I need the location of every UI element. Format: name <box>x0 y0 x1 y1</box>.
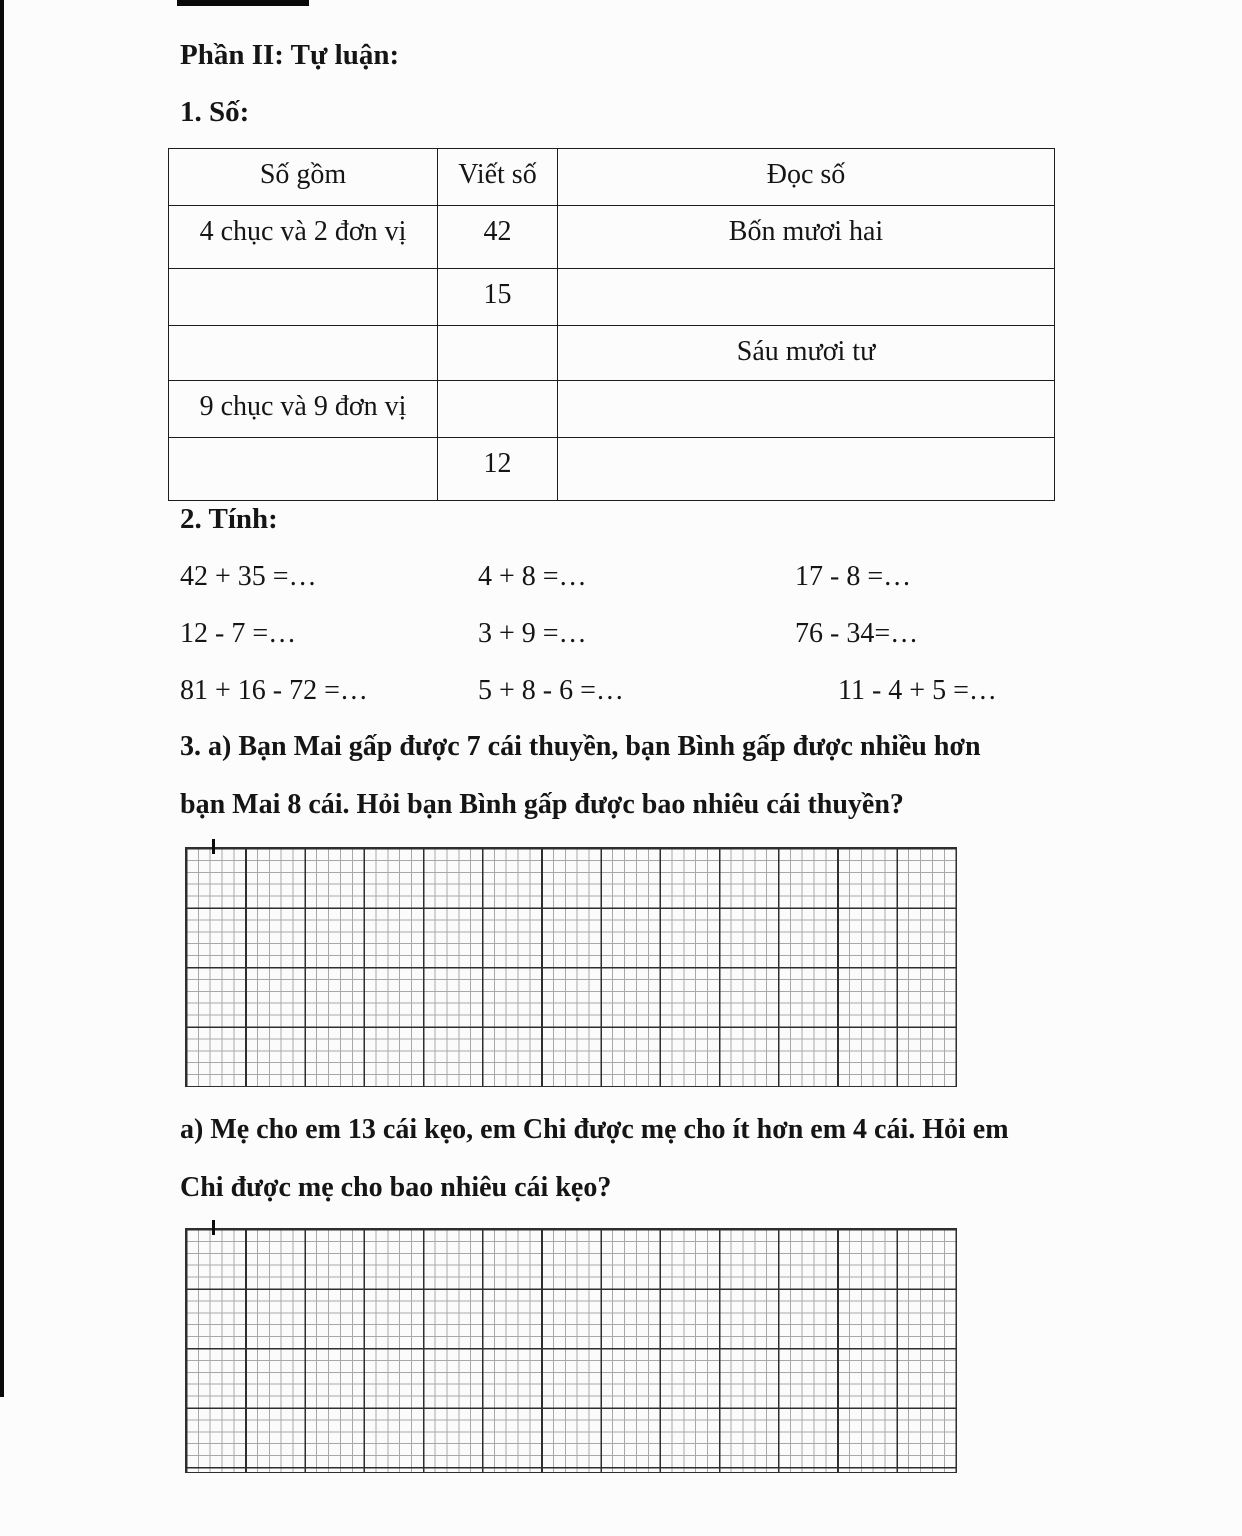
table-row <box>169 326 1055 381</box>
table-cell: 4 chục và 2 đơn vị <box>169 206 438 269</box>
table-cell <box>438 326 558 381</box>
table-cell <box>558 438 1055 501</box>
table-cell: 12 <box>438 438 558 501</box>
table-cell <box>169 269 438 326</box>
table-cell: 9 chục và 9 đơn vị <box>169 381 438 438</box>
table-cell <box>558 269 1055 326</box>
table-header-doc-so: Đọc số <box>558 149 1055 206</box>
table-header-row <box>169 149 1055 206</box>
calc-item: 11 - 4 + 5 =… <box>838 675 997 706</box>
calc-row <box>180 605 1080 662</box>
calc-item: 17 - 8 =… <box>795 561 912 592</box>
table-cell: 15 <box>438 269 558 326</box>
table-row <box>169 206 1055 269</box>
table-cell: 42 <box>438 206 558 269</box>
table-cell <box>438 381 558 438</box>
calc-item: 12 - 7 =… <box>180 618 297 649</box>
table-header-viet-so: Viết số <box>438 149 558 206</box>
section-2-title: 2. Tính: <box>180 503 278 535</box>
word-problem-boats <box>180 718 1120 834</box>
word-problem-line: a) Mẹ cho em 13 cái kẹo, em Chi được mẹ cho ít hơn em 4 cái. Hỏi em <box>180 1114 1009 1145</box>
table-cell: Bốn mươi hai <box>558 206 1055 269</box>
number-table <box>168 148 1055 501</box>
word-problem-line: Chi được mẹ cho bao nhiêu cái kẹo? <box>180 1172 612 1203</box>
table-row <box>169 381 1055 438</box>
table-cell <box>169 326 438 381</box>
cropped-element-top <box>177 0 309 6</box>
answer-grid-2 <box>185 1228 957 1473</box>
calc-row <box>180 662 1080 719</box>
calculation-exercises <box>180 548 1080 719</box>
section-1-title: 1. Số: <box>180 96 250 128</box>
table-cell <box>169 438 438 501</box>
answer-grid-1 <box>185 847 957 1087</box>
calc-item: 3 + 9 =… <box>478 618 587 649</box>
calc-item: 5 + 8 - 6 =… <box>478 675 624 706</box>
calc-row <box>180 548 1080 605</box>
word-problem-candies <box>180 1101 1120 1217</box>
calc-item: 4 + 8 =… <box>478 561 587 592</box>
calc-item: 42 + 35 =… <box>180 561 317 592</box>
page-left-border-line <box>0 0 4 1397</box>
calc-item: 81 + 16 - 72 =… <box>180 675 368 706</box>
calc-item: 76 - 34=… <box>795 618 919 649</box>
table-row <box>169 438 1055 501</box>
table-cell: Sáu mươi tư <box>558 326 1055 381</box>
table-header-so-gom: Số gồm <box>169 149 438 206</box>
word-problem-line: 3. a) Bạn Mai gấp được 7 cái thuyền, bạn Bình gấp được nhiều hơn <box>180 731 981 762</box>
table-cell <box>558 381 1055 438</box>
table-row <box>169 269 1055 326</box>
part-title: Phần II: Tự luận: <box>180 39 400 71</box>
word-problem-line: bạn Mai 8 cái. Hỏi bạn Bình gấp được bao nhiêu cái thuyền? <box>180 789 904 820</box>
